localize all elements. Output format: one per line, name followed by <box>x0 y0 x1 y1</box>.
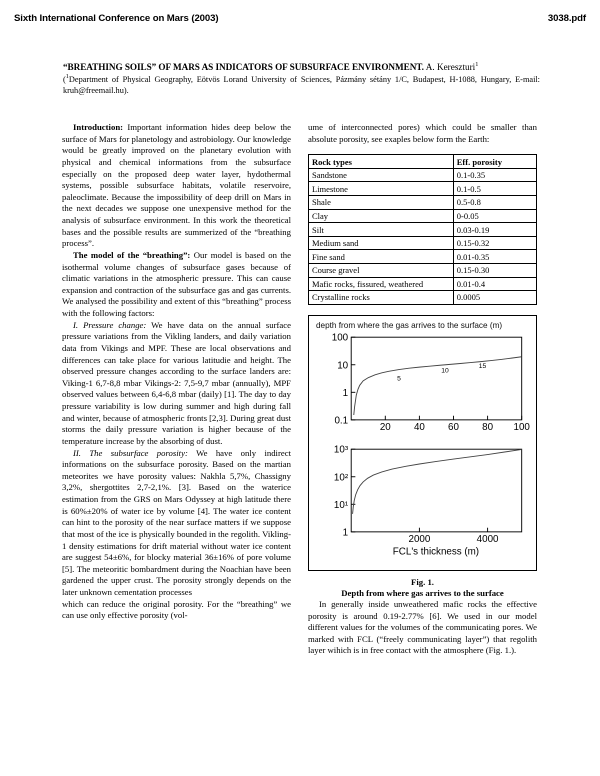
chart-upper-svg <box>314 331 531 443</box>
cell-rock-type: Fine sand <box>309 250 454 264</box>
page-header <box>14 13 586 24</box>
cell-rock-type: Mafic rocks, fissured, weathered <box>309 277 454 291</box>
table-row <box>309 196 537 210</box>
figure-number: Fig. 1. <box>411 576 434 587</box>
body-column-left <box>62 122 291 622</box>
cell-eff-porosity: 0.1-0.35 <box>453 168 536 182</box>
y-tick-label: 10² <box>333 472 349 484</box>
x-tick-label: 80 <box>482 422 494 434</box>
chart-lower-plot-area <box>334 445 522 558</box>
paragraph-text: which can reduce the original porosity. For the “breathing” we can use only effective porosity (vol- <box>62 598 291 621</box>
cell-rock-type: Course gravel <box>309 264 454 278</box>
data-curve <box>354 357 522 415</box>
cell-eff-porosity: 0.1-0.5 <box>453 182 536 196</box>
column-header-eff-porosity: Eff. porosity <box>453 155 536 169</box>
chart-lower-svg <box>314 443 531 565</box>
cell-eff-porosity: 0.0005 <box>453 291 536 305</box>
cell-eff-porosity: 0.03-0.19 <box>453 223 536 237</box>
cell-eff-porosity: 0-0.05 <box>453 209 536 223</box>
table-row <box>309 182 537 196</box>
y-tick-label: 0.1 <box>334 415 349 427</box>
y-axis-ticks <box>332 333 356 427</box>
cell-eff-porosity: 0.01-0.35 <box>453 250 536 264</box>
x-tick-label: 20 <box>379 422 391 434</box>
cell-eff-porosity: 0.01-0.4 <box>453 277 536 291</box>
x-axis-ticks <box>409 528 500 545</box>
chart-lower <box>314 443 531 565</box>
cell-rock-type: Limestone <box>309 182 454 196</box>
table-row <box>309 236 537 250</box>
body-column-right <box>308 122 537 657</box>
y-tick-label: 100 <box>331 333 349 345</box>
y-tick-label: 1 <box>342 388 349 400</box>
x-tick-label: 60 <box>448 422 459 434</box>
cell-rock-type: Sandstone <box>309 168 454 182</box>
table-row <box>309 223 537 237</box>
table-row <box>309 291 537 305</box>
y-tick-label: 10¹ <box>333 499 349 511</box>
conference-name: Sixth International Conference on Mars (2003) <box>14 13 219 24</box>
author-affiliation-marker: 1 <box>475 60 479 68</box>
table-header-row <box>309 155 537 169</box>
table-row <box>309 277 537 291</box>
figure-1 <box>308 315 537 571</box>
porosity-table <box>308 154 537 305</box>
table-row <box>309 209 537 223</box>
paragraph-text: We have data on the annual surface pressure variations from the Vikling landers, and daily variation data from Vikings and MPF. These are local observations and differences can take place for various latitudie and height. The observed pressure changes according to the surface landers are: Viking-1 6,7-8,8 mbar Vikings-2: 7,5-9,7 mbar (annually), MPF observed values between 6,4-6,8 mbar (daily) [1]. The day to day pressure variability is low during summer and high during fall and winter, because of atmospheric fronts [2,3]. During great dust storms the daily pressure variation is higher because of the temperature increase by the absorbing of dust. <box>62 319 291 446</box>
chart-upper <box>314 331 531 443</box>
closing-paragraph: In generally inside unweathered mafic rocks the effective porosity is around 0.19-2.77% [6]. We used in our model different values for the volumes of the communicating pores. We marked with FCL (“freely communicating layer”) that regolith layer wihich is in free contact with the atmosphere (Fig. 1.). <box>308 598 537 656</box>
x-tick-label: 100 <box>513 422 530 434</box>
column-header-rock-types: Rock types <box>309 155 454 169</box>
cell-eff-porosity: 0.5-0.8 <box>453 196 536 210</box>
chart-title: depth from where the gas arrives to the surface (m) <box>316 320 503 330</box>
chart-upper-plot-area <box>332 333 531 433</box>
figure-caption-text: Depth from where gas arrives to the surface <box>341 587 504 598</box>
paragraph-text: Our model is based on the isothermal volume changes of subsurface gases because of climatic variations in the atmospheric pressure. This can cause expansion and contraction of the subsurface gas and gas currents. We analysed the possibility and extent of this “breathing” process with the following factors: <box>62 249 291 318</box>
cell-rock-type: Medium sand <box>309 236 454 250</box>
data-point-label: 5 <box>397 375 401 383</box>
table-row <box>309 250 537 264</box>
paragraph <box>62 448 291 599</box>
x-axis-ticks <box>380 416 531 433</box>
x-tick-label: 2000 <box>408 534 431 546</box>
right-intro-paragraph: ume of interconnected pores) which could be smaller than absolute porosity, see exaples below form the Earth: <box>308 122 537 144</box>
author-list <box>426 62 479 72</box>
paragraph-text: We have only indirect informations on the subsurface porosity. Based on the martian meteorites we have porosity values: Nakhla 5,7%, Chassigny 3,2%, shergottites 2,7-2,1%. [3]. Based on the waterice estimation from the GRS on Mars Odyssey at high latitude there is 60%±20% of water ice by volume [4]. The water ice content can hint to the porosity of the near surface matters if we suppose that most of the ice is physically bounded in the regolith. Vikling-1 density estimations for drift material without water ice content are suggest 54±6%, for blocky material 36±16% of pore volume [5]. The meteoritic bombardment during the Noachian have been gardened the upper crust. The porosity strongly depends on the later unknown cementation processes <box>62 447 291 597</box>
paragraph <box>62 599 291 622</box>
cell-eff-porosity: 0.15-0.32 <box>453 236 536 250</box>
paragraph <box>62 320 291 448</box>
data-point-labels <box>397 363 486 382</box>
y-axis-ticks <box>334 445 355 539</box>
data-point-label: 10 <box>441 367 449 375</box>
y-tick-label: 1 <box>342 527 349 539</box>
affiliation-paren: ( <box>63 75 66 85</box>
porosity-table-body <box>309 168 537 304</box>
x-tick-label: 4000 <box>476 534 499 546</box>
cell-rock-type: Crystalline rocks <box>309 291 454 305</box>
cell-rock-type: Silt <box>309 223 454 237</box>
figure-caption <box>308 577 537 599</box>
paragraph-run-in-heading: II. The subsurface porosity: <box>73 447 188 458</box>
affiliation <box>63 74 540 96</box>
file-id: 3038.pdf <box>547 13 586 24</box>
plot-frame <box>351 338 521 421</box>
paragraph-run-in-heading: Introduction: <box>73 122 124 132</box>
left-paragraphs <box>62 122 291 622</box>
x-tick-label: 40 <box>413 422 425 434</box>
cell-rock-type: Shale <box>309 196 454 210</box>
data-curve <box>353 449 522 513</box>
paragraph-text: Important information hides deep below the surface of Mars for planetology and astrobiology. Our knowledge would be greatly improved on the planetary evolution with physical and chemical informations from the subsurface especially on the proposed deep water layer, hydothermal systems, possible subsurface habitats, volatile reservoire, paleoclimate. Because the impossibility of deep drill on Mars in the next decades we suppose one unexpensive method for the analysis of subsurface environment. In this work the theoretical bases and the possible results are summerized of the “breathing process”. <box>62 122 291 249</box>
data-point-label: 15 <box>478 363 487 371</box>
paragraph-run-in-heading: The model of the “breathing”: <box>73 249 191 260</box>
y-tick-label: 10³ <box>333 444 349 456</box>
table-row <box>309 168 537 182</box>
paragraph <box>62 250 291 320</box>
cell-eff-porosity: 0.15-0.30 <box>453 264 536 278</box>
table-row <box>309 264 537 278</box>
x-axis-label: FCL's thickness (m) <box>392 546 480 558</box>
affiliation-text: Department of Physical Geography, Eötvös Lorand University of Sciences, Pázmány sétány 1/C, Budapest, H-1088, Hungary, E-mail: kruh@freemail.hu). <box>63 75 540 96</box>
title-block <box>63 62 540 96</box>
paragraph <box>62 122 291 250</box>
cell-rock-type: Clay <box>309 209 454 223</box>
page-title: “BREATHING SOILS” OF MARS AS INDICATORS OF SUBSURFACE ENVIRONMENT. <box>63 62 424 72</box>
affiliation-marker: 1 <box>65 73 69 81</box>
author-name: A. Kereszturi <box>425 62 476 72</box>
paragraph-run-in-heading: I. Pressure change: <box>73 319 147 330</box>
y-tick-label: 10 <box>337 360 349 372</box>
